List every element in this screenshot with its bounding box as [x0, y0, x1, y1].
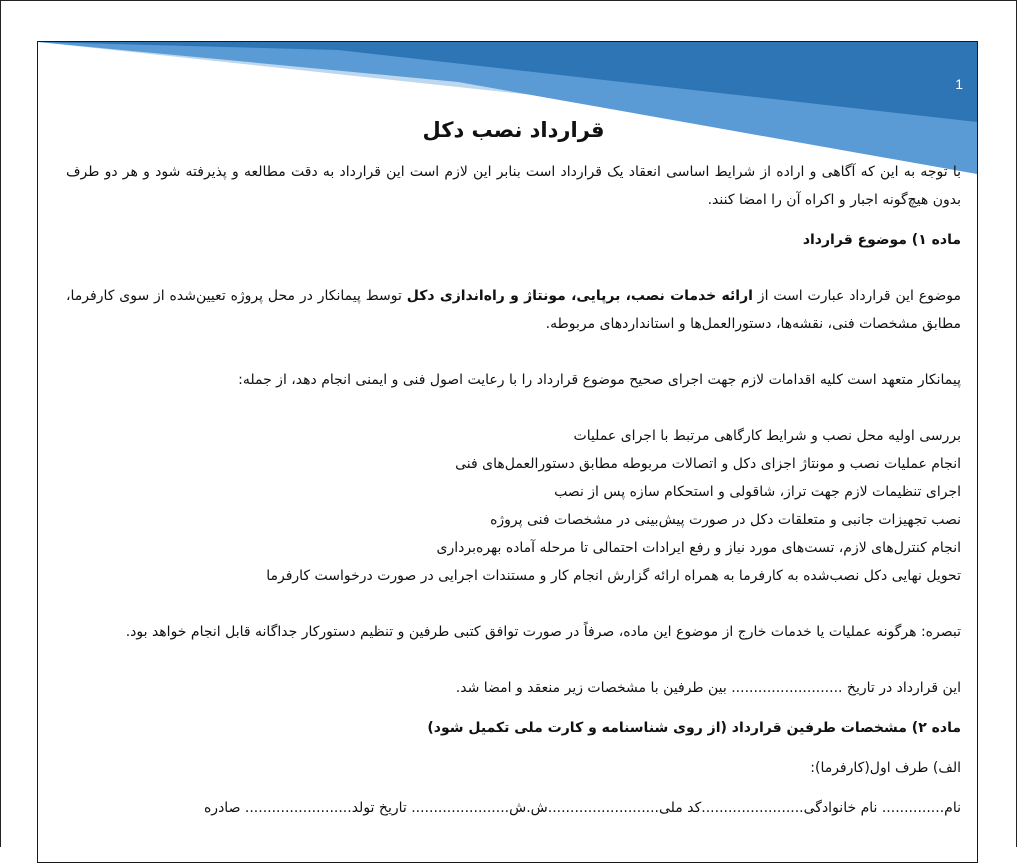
article-1-heading: ماده ۱) موضوع قرارداد [802, 232, 961, 248]
subject-bold: ارائه خدمات نصب، برپایی، مونتاژ و راه‌اندازی دکل [406, 288, 753, 304]
duties-list [66, 422, 961, 590]
list-item: انجام عملیات نصب و مونتاژ اجزای دکل و اتصالات مربوطه مطابق دستورالعمل‌های فنی [455, 456, 961, 472]
list-item: تحویل نهایی دکل نصب‌شده به کارفرما به همراه ارائه گزارش انجام کار و مستندات اجرایی در صورت درخواست کارفرما [266, 568, 961, 584]
article-2-heading: ماده ۲) مشخصات طرفین قرارداد (از روی شناسنامه و کارت ملی تکمیل شود) [427, 720, 961, 736]
document-title: قرارداد نصب دکل [422, 118, 605, 142]
list-item: اجرای تنظیمات لازم جهت تراز، شاقولی و استحکام سازه پس از نصب [554, 484, 961, 500]
party-fields-line: نام.............. نام خانوادگی.......................کد ملی.........................ش.ش...................... تاریخ تولد........................ صادره [203, 800, 961, 816]
subject-prefix: موضوع این قرارداد عبارت است از [752, 288, 961, 304]
list-item: انجام کنترل‌های لازم، تست‌های مورد نیاز و رفع ایرادات احتمالی تا مرحله آماده بهره‌برداری [436, 540, 961, 556]
contract-date-line: این قرارداد در تاریخ ......................... بین طرفین با مشخصات زیر منعقد و امضا شد. [455, 680, 961, 696]
note-paragraph: تبصره: هرگونه عملیات یا خدمات خارج از موضوع این ماده، صرفاً در صورت توافق کتبی طرفین و تنظیم دستورکار جداگانه قابل انجام خواهد بود. [125, 624, 961, 640]
article-1-subject [66, 282, 961, 338]
document-page [37, 41, 978, 863]
intro-paragraph: با توجه به این که آگاهی و اراده از شرایط اساسی انعقاد یک قرارداد است بنابر این لازم است این قرارداد به دقت مطالعه و پذیرفته شود و هر دو طرف بدون هیچ‌گونه اجبار و اکراه آن را امضا کنند. [66, 164, 961, 208]
page-number: 1 [955, 76, 963, 92]
party-one-label: الف) طرف اول(کارفرما): [810, 760, 961, 776]
list-item: نصب تجهیزات جانبی و متعلقات دکل در صورت پیش‌بینی در مشخصات فنی پروژه [490, 512, 961, 528]
list-item: بررسی اولیه محل نصب و شرایط کارگاهی مرتبط با اجرای عملیات [573, 428, 961, 444]
subject-suffix: توسط پیمانکار در محل پروژه تعیین‌شده از سوی کارفرما، مطابق مشخصات فنی، نقشه‌ها، دستورالعمل‌ها و استانداردهای مربوطه. [66, 288, 961, 332]
document-body [66, 114, 961, 822]
contractor-commitment: پیمانکار متعهد است کلیه اقدامات لازم جهت اجرای صحیح موضوع قرارداد را با رعایت اصول فنی و ایمنی انجام دهد، از جمله: [238, 372, 961, 388]
